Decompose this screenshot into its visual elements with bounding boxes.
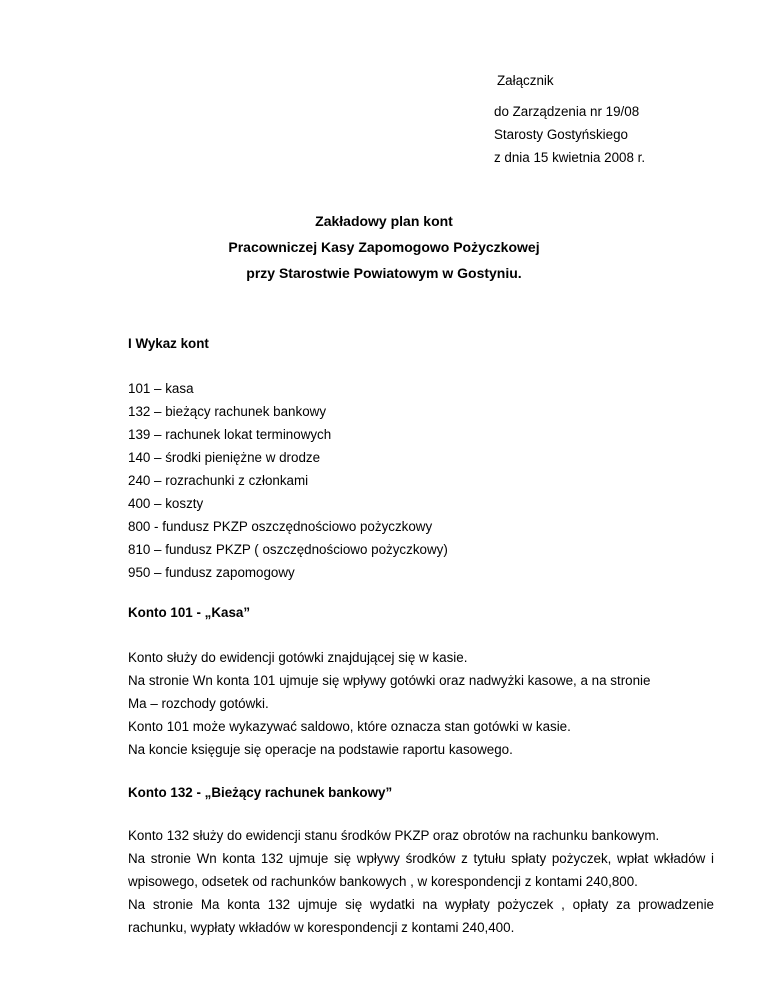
account-list-item: 101 – kasa [128,381,194,396]
account-list-item: 240 – rozrachunki z członkami [128,473,309,488]
section-heading-account-list: I Wykaz kont [128,336,209,351]
account-list-item: 140 – środki pieniężne w drodze [128,450,321,465]
section-heading-konto-101: Konto 101 - „Kasa” [128,605,251,620]
header-ordinance-number: do Zarządzenia nr 19/08 [494,104,640,119]
konto-101-text-line: Na stronie Wn konta 101 ujmuje się wpływy gotówki oraz nadwyżki kasowe, a na stronie [128,673,651,688]
konto-132-paragraph-wn: Na stronie Wn konta 132 ujmuje się wpływy środków z tytułu spłaty pożyczek, wpłat wkładów i wpisowego, odsetek od rachunków bankowych , w korespondencji z kontami 240,800. [128,851,714,889]
account-list-item: 950 – fundusz zapomogowy [128,565,295,580]
account-list-item: 132 – bieżący rachunek bankowy [128,404,327,419]
konto-101-text-line: Ma – rozchody gotówki. [128,696,269,711]
account-list-item: 800 - fundusz PKZP oszczędnościowo pożyczkowy [128,519,433,534]
account-list-item: 400 – koszty [128,496,204,511]
document-title-line-2: Pracowniczej Kasy Zapomogowo Pożyczkowej [228,239,540,255]
document-title: Zakładowy plan kont [315,213,453,229]
konto-132-text-line: Konto 132 służy do ewidencji stanu środków PKZP oraz obrotów na rachunku bankowym. [128,828,660,843]
konto-132-paragraph-ma: Na stronie Ma konta 132 ujmuje się wydatki na wypłaty pożyczek , opłaty za prowadzenie rachunku, wypłaty wkładów w korespondencji z kontami 240,400. [128,897,714,935]
konto-101-text-line: Konto 101 może wykazywać saldowo, które oznacza stan gotówki w kasie. [128,719,571,734]
header-date: z dnia 15 kwietnia 2008 r. [494,150,646,165]
section-heading-konto-132: Konto 132 - „Bieżący rachunek bankowy” [128,785,393,800]
header-issuer: Starosty Gostyńskiego [494,127,628,142]
header-attachment-label: Załącznik [497,73,554,88]
konto-101-text-line: Na koncie księguje się operacje na podstawie raportu kasowego. [128,742,513,757]
document-title-line-3: przy Starostwie Powiatowym w Gostyniu. [246,265,522,281]
konto-101-text-line: Konto służy do ewidencji gotówki znajdującej się w kasie. [128,650,468,665]
account-list-item: 139 – rachunek lokat terminowych [128,427,332,442]
account-list-item: 810 – fundusz PKZP ( oszczędnościowo pożyczkowy) [128,542,448,557]
